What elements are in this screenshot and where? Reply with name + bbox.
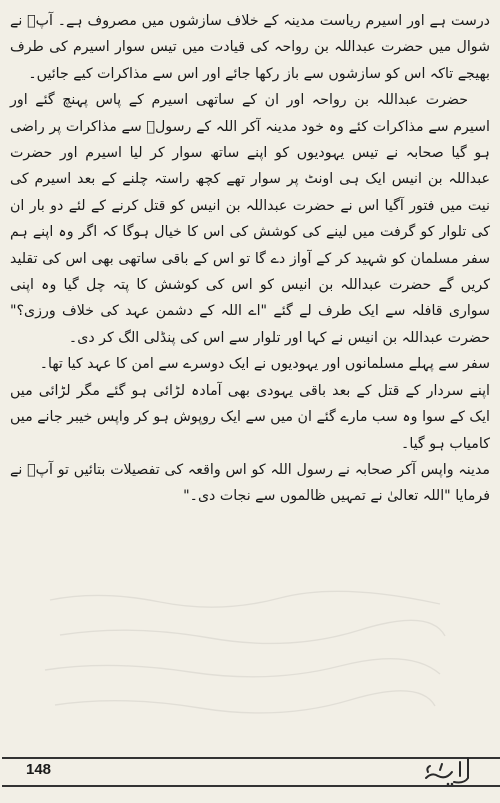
paragraph: مدینہ واپس آکر صحابہ نے رسول اللہ کو اس واقعہ کی تفصیلات بتائیں تو آپؐ نے فرمایا "اللہ تعالیٰ نے تمہیں ظالموں سے نجات دی۔"	[10, 461, 490, 505]
paragraph: سفر سے پہلے مسلمانوں اور یہودیوں نے ایک دوسرے سے امن کا عہد کیا تھا۔	[39, 356, 490, 373]
paragraph: اپنے سردار کے قتل کے بعد باقی یہودی بھی آمادہ لڑائی ہو گئے مگر لڑائی میں ایک کے سوا وہ سب مارے گئے ان میں سے ایک روپوش ہو کر واپس خیبر جانے میں کامیاب ہو گیا۔	[10, 382, 490, 452]
body-text	[10, 8, 490, 510]
bleed-through-texture	[40, 580, 450, 730]
book-title-calligraphy-logo-icon	[418, 754, 476, 786]
page-number: 148	[26, 761, 52, 778]
paragraph: حضرت عبداللہ بن رواحہ اور ان کے ساتھی اسیرم کے پاس پہنچ گئے اور اسیرم سے مذاکرات کئے وہ خود مدینہ آکر اللہ کے رسولؐ سے مذاکرات پر راضی ہو گیا صحابہ نے تیس یہودیوں کو اپنے ساتھ سوار کر لیا اسیرم اور حضرت عبداللہ بن انیس ایک ہی اونٹ پر سوار تھے کچھ راستہ چلنے کے بعد اسیرم کی نیت میں فتور آگیا اس نے حضرت عبداللہ بن انیس کو قتل کرنے کے لئے دو بار ان کی تلوار کو گرفت میں لینے کی کوشش کی اس کا خیال ہوگا کہ اگر وہ اپنے ہم سفر مسلمان کو شہید کر کے آواز دے گا تو اس کے باقی ساتھی بھی اس کی تقلید کریں گے حضرت عبداللہ بن انیس کو اس کی کوشش کا پتہ چل گیا وہ اپنی سواری قافلہ سے ایک طرف لے گئے "اے اللہ کے دشمن عہد کی خلاف ورزی؟" حضرت عبداللہ بن انیس نے کہا اور تلوار سے اس کی پنڈلی الگ کر دی۔	[10, 92, 490, 346]
paragraph: درست ہے اور اسیرم ریاست مدینہ کے خلاف سازشوں میں مصروف ہے۔ آپؐ نے شوال میں حضرت عبداللہ بن رواحہ کی قیادت میں تیس سوار اسیرم کی طرف بھیجے تاکہ اس کو سازشوں سے باز رکھا جائے اور اس سے مذاکرات کیے جائیں۔	[10, 13, 490, 82]
